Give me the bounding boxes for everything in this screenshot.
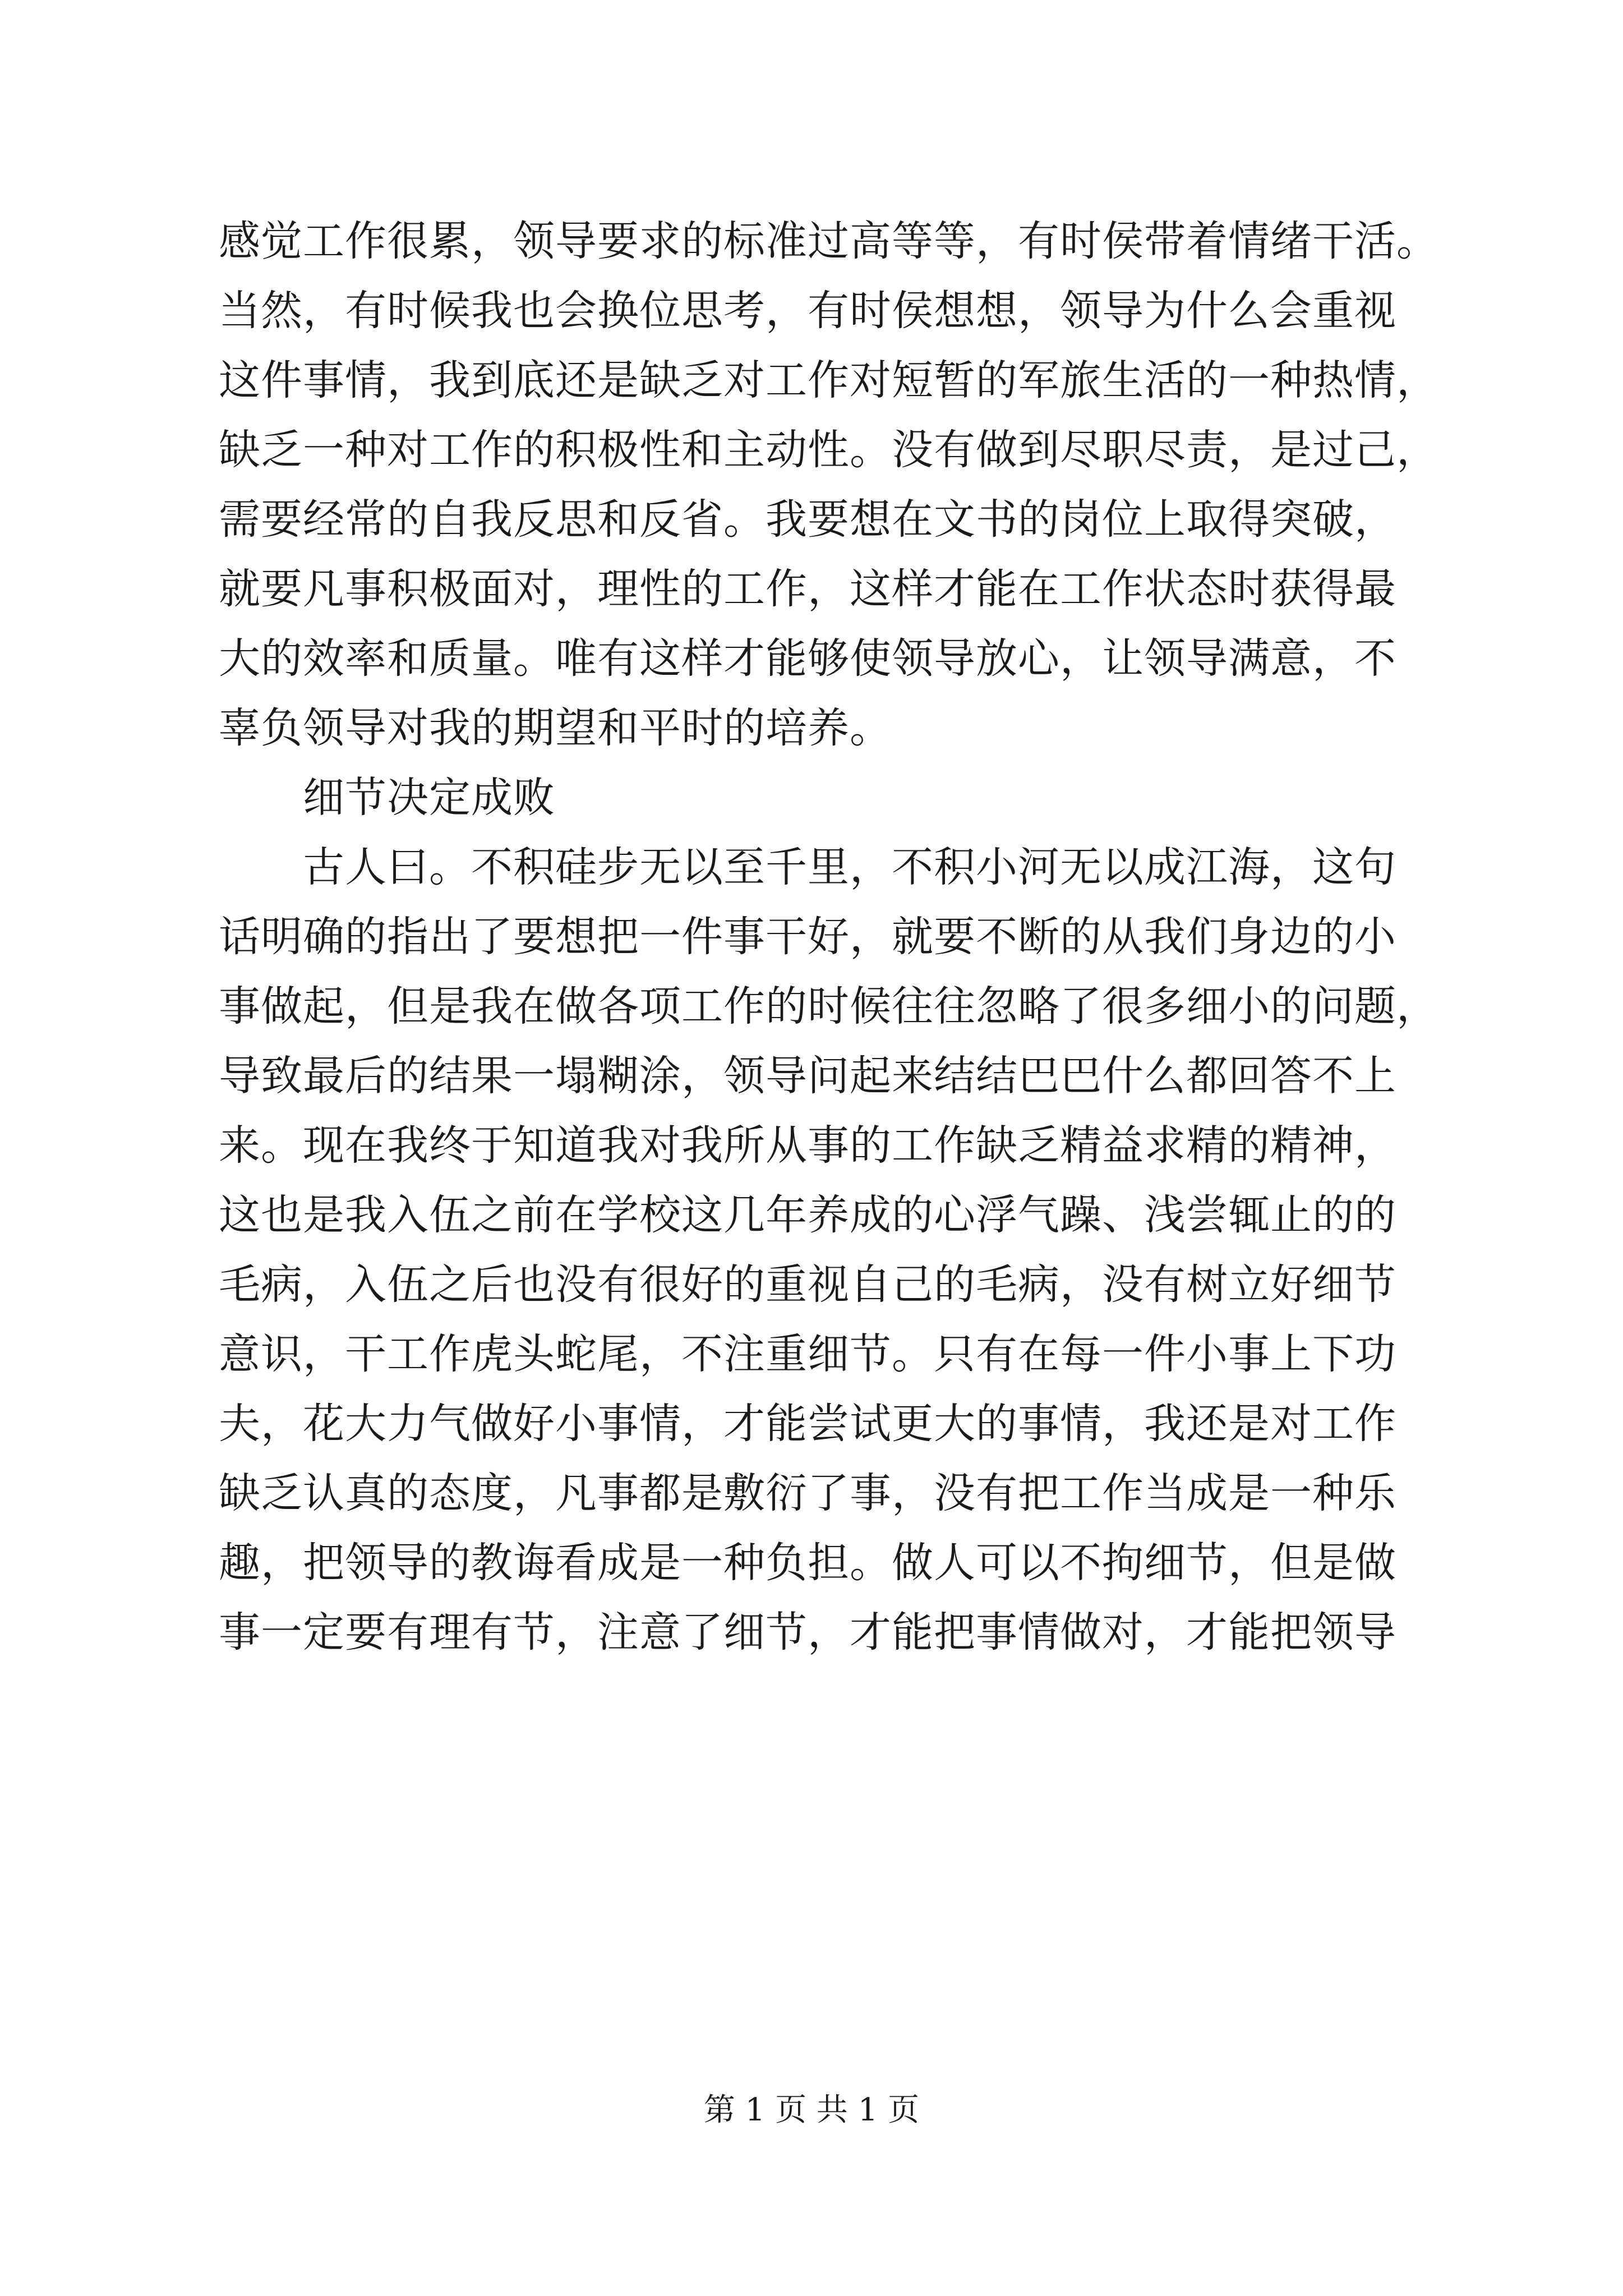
text-line: 需要经常的自我反思和反省。我要想在文书的岗位上取得突破，	[219, 495, 1396, 544]
text-line: 夫，花大力气做好小事情，才能尝试更大的事情，我还是对工作	[219, 1400, 1396, 1448]
text-line: 话明确的指出了要想把一件事干好，就要不断的从我们身边的小	[219, 913, 1396, 961]
text-line: 大的效率和质量。唯有这样才能够使领导放心，让领导满意，不	[219, 634, 1396, 683]
text-line: 意识，干工作虎头蛇尾，不注重细节。只有在每一件小事上下功	[219, 1330, 1396, 1378]
text-line: 毛病，入伍之后也没有很好的重视自己的毛病，没有树立好细节	[219, 1260, 1396, 1309]
text-line: 这件事情，我到底还是缺乏对工作对短暂的军旅生活的一种热情，	[219, 356, 1438, 404]
page-number-footer: 第 1 页 共 1 页	[703, 2092, 920, 2128]
text-line: 导致最后的结果一塌糊涂，领导问起来结结巴巴什么都回答不上	[219, 1052, 1396, 1100]
text-line: 感觉工作很累，领导要求的标准过高等等，有时侯带着情绪干活。	[219, 217, 1438, 265]
text-line: 这也是我入伍之前在学校这几年养成的心浮气躁、浅尝辄止的的	[219, 1191, 1396, 1239]
text-line: 缺乏一种对工作的积极性和主动性。没有做到尽职尽责，是过己，	[219, 426, 1438, 474]
section-heading: 细节决定成败	[303, 774, 555, 822]
document-body	[219, 206, 1486, 1667]
text-line: 来。现在我终于知道我对我所从事的工作缺乏精益求精的精神，	[219, 1121, 1396, 1170]
text-line: 辜负领导对我的期望和平时的培养。	[219, 704, 892, 752]
text-line: 事一定要有理有节，注意了细节，才能把事情做对，才能把领导	[219, 1608, 1396, 1657]
text-line: 趣，把领导的教诲看成是一种负担。做人可以不拘细节，但是做	[219, 1539, 1396, 1587]
text-line: 缺乏认真的态度，凡事都是敷衍了事，没有把工作当成是一种乐	[219, 1469, 1396, 1517]
text-line: 当然，有时候我也会换位思考，有时侯想想，领导为什么会重视	[219, 287, 1396, 335]
paragraph-first-line: 古人曰。不积硅步无以至千里，不积小河无以成江海，这句	[303, 843, 1396, 891]
text-line: 就要凡事积极面对，理性的工作，这样才能在工作状态时获得最	[219, 565, 1396, 613]
text-line: 事做起，但是我在做各项工作的时候往往忽略了很多细小的问题，	[219, 982, 1438, 1030]
